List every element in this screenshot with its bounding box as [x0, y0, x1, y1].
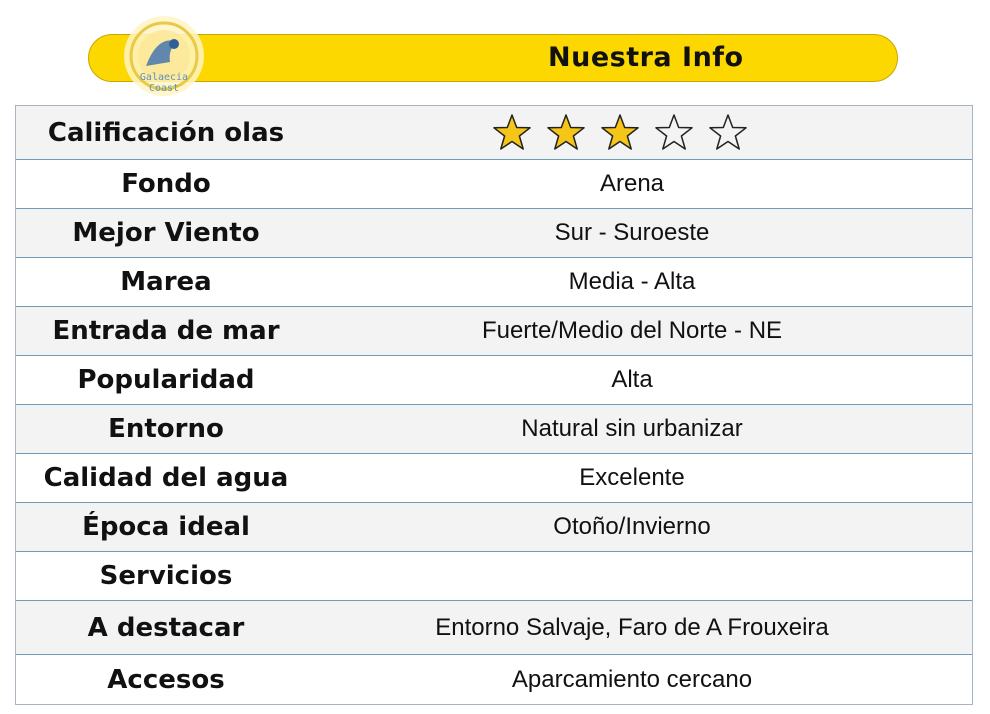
rating-stars	[316, 113, 972, 153]
logo-text-bottom: Coast	[148, 83, 180, 94]
row-value: Excelente	[579, 464, 685, 491]
star-rating	[316, 113, 948, 153]
table-row	[16, 258, 972, 307]
table-row	[16, 160, 972, 209]
row-label: Calificación olas	[47, 117, 285, 148]
table-row	[16, 552, 972, 601]
row-label: Fondo	[121, 169, 211, 199]
star-filled-icon	[492, 113, 532, 153]
row-value: Fuerte/Medio del Norte - NE	[481, 317, 783, 344]
star-filled-icon	[546, 113, 586, 153]
row-label: Calidad del agua	[43, 463, 289, 493]
table-row	[16, 106, 972, 160]
star-empty-icon	[654, 113, 694, 153]
row-value: Natural sin urbanizar	[521, 415, 743, 442]
table-row	[16, 454, 972, 503]
row-value: Alta	[611, 366, 653, 393]
logo	[118, 14, 210, 98]
info-table	[15, 105, 973, 705]
row-label: A destacar	[87, 612, 245, 643]
star-filled-icon	[600, 113, 640, 153]
table-row	[16, 307, 972, 356]
table-row	[16, 503, 972, 552]
table-row	[16, 601, 972, 655]
row-label: Marea	[120, 267, 212, 297]
row-value: Entorno Salvaje, Faro de A Frouxeira	[435, 613, 829, 641]
row-label: Mejor Viento	[72, 218, 260, 248]
row-value: Media - Alta	[568, 268, 696, 295]
row-label: Accesos	[107, 664, 225, 695]
page-title: Nuestra Info	[548, 42, 744, 73]
row-value: Arena	[599, 170, 665, 197]
row-label: Popularidad	[77, 365, 255, 395]
row-label: Entorno	[108, 414, 224, 444]
table-row	[16, 209, 972, 258]
row-label: Servicios	[99, 561, 233, 591]
row-value: Sur - Suroeste	[554, 219, 710, 246]
star-empty-icon	[708, 113, 748, 153]
row-value: Aparcamiento cercano	[511, 665, 753, 693]
logo-text-top: Galaecia	[139, 72, 189, 83]
row-label: Entrada de mar	[52, 316, 280, 346]
table-row	[16, 655, 972, 704]
row-value: Otoño/Invierno	[553, 513, 711, 540]
table-row	[16, 356, 972, 405]
row-label: Época ideal	[82, 512, 250, 542]
table-row	[16, 405, 972, 454]
